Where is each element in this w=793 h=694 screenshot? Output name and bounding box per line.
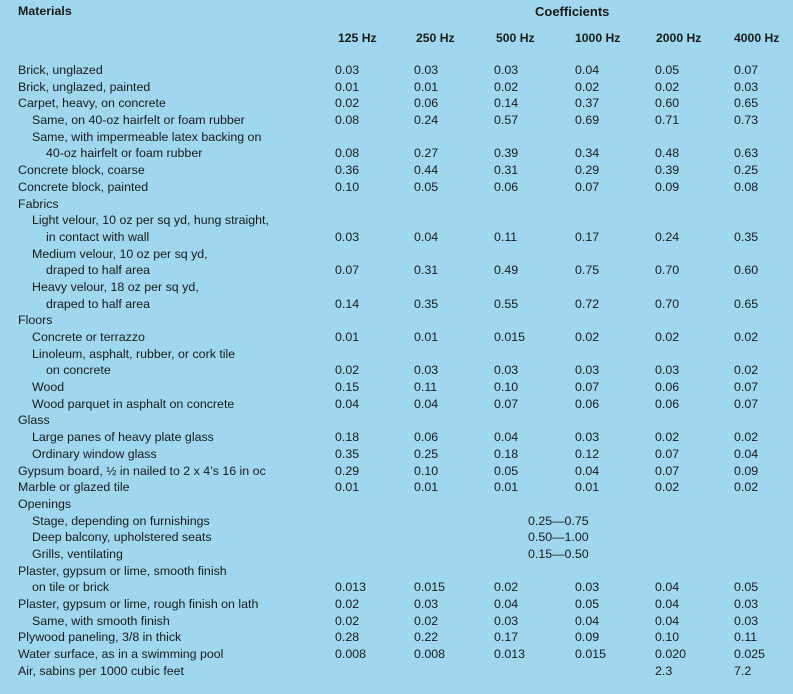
coefficient-cell: 0.008: [335, 647, 367, 662]
coefficient-cell: 0.03: [335, 229, 360, 244]
table-row: [0, 145, 793, 162]
coefficient-cell: 0.01: [335, 330, 360, 344]
material-label: Plaster, gypsum or lime, smooth finish: [18, 563, 227, 578]
coefficient-cell: 0.02: [575, 330, 600, 344]
table-row: [0, 463, 793, 480]
material-label: Carpet, heavy, on concrete: [18, 96, 166, 111]
coefficient-range: 0.50—1.00: [528, 530, 589, 545]
coefficient-cell: 0.02: [575, 79, 600, 94]
table-row: [0, 663, 793, 680]
coefficient-cell: 0.02: [734, 363, 759, 378]
coefficient-cell: 0.34: [575, 146, 600, 161]
coefficient-cell: 0.01: [575, 480, 600, 495]
coefficient-cell: 0.06: [575, 396, 600, 411]
freq-250-header: 250 Hz: [416, 31, 455, 45]
freq-500-header: 500 Hz: [496, 31, 535, 45]
coefficient-cell: 0.25: [734, 163, 759, 178]
coefficient-cell: 0.04: [494, 597, 519, 611]
material-label: Light velour, 10 oz per sq yd, hung straight,: [32, 213, 269, 228]
coefficient-cell: 0.22: [414, 630, 439, 645]
coefficient-cell: 0.02: [335, 597, 360, 611]
table-row: [0, 596, 793, 613]
coefficient-cell: 0.09: [575, 630, 600, 645]
table-row: [0, 179, 793, 196]
coefficient-cell: 0.39: [494, 146, 519, 161]
coefficient-cell: 0.60: [655, 96, 680, 111]
coefficient-cell: 0.07: [575, 380, 600, 395]
coefficient-cell: 0.73: [734, 113, 759, 128]
coefficient-cell: 0.07: [734, 380, 759, 395]
table-row: [0, 95, 793, 112]
coefficient-cell: 0.63: [734, 146, 759, 161]
coefficient-cell: 0.02: [734, 480, 759, 495]
table-row: [0, 496, 793, 513]
material-label: on concrete: [46, 363, 111, 378]
materials-header: Materials: [18, 4, 72, 18]
material-label: Medium velour, 10 oz per sq yd,: [32, 246, 208, 261]
coefficient-cell: 0.02: [335, 363, 360, 378]
coefficient-cell: 0.35: [734, 229, 759, 244]
material-label: draped to half area: [46, 263, 151, 278]
material-label: Openings: [18, 496, 72, 511]
coefficient-cell: 0.06: [494, 179, 519, 194]
material-label: Water surface, as in a swimming pool: [18, 647, 224, 662]
coefficient-cell: 0.37: [575, 96, 600, 111]
material-label: Stage, depending on furnishings: [32, 513, 210, 528]
material-label: 40-oz hairfelt or foam rubber: [46, 146, 203, 161]
coefficient-cell: 0.03: [494, 63, 519, 77]
table-row: [0, 446, 793, 463]
coefficient-cell: 0.04: [575, 613, 600, 628]
coefficient-cell: 0.07: [575, 179, 600, 194]
material-label: Large panes of heavy plate glass: [32, 430, 214, 445]
coefficient-cell: 0.18: [494, 446, 519, 461]
table-row: [0, 79, 793, 96]
coefficients-header: Coefficients: [535, 4, 610, 19]
table-row: [0, 196, 793, 213]
material-label: Glass: [18, 413, 50, 428]
table-row: [0, 229, 793, 246]
coefficient-cell: 0.03: [335, 63, 360, 77]
material-label: Concrete block, painted: [18, 179, 149, 194]
table-row: [0, 479, 793, 496]
coefficient-cell: 0.04: [575, 63, 600, 77]
coefficient-cell: 0.06: [414, 430, 439, 445]
material-label: Brick, unglazed, painted: [18, 79, 151, 94]
freq-2000-header: 2000 Hz: [656, 31, 702, 45]
material-label: Air, sabins per 1000 cubic feet: [18, 663, 184, 678]
table-row: [0, 112, 793, 129]
coefficient-cell: 0.03: [575, 580, 600, 595]
coefficient-cell: 0.07: [734, 396, 759, 411]
table-row: [0, 563, 793, 580]
coefficient-cell: 0.10: [414, 463, 439, 478]
coefficient-cell: 0.17: [494, 630, 519, 645]
table-row: [0, 613, 793, 630]
table-row: [0, 629, 793, 646]
material-label: Wood: [32, 380, 65, 395]
coefficient-cell: 0.39: [655, 163, 680, 178]
coefficient-cell: 0.008: [414, 647, 446, 662]
material-label: Floors: [18, 313, 53, 328]
coefficient-cell: 0.65: [734, 96, 759, 111]
coefficient-cell: 0.04: [734, 446, 759, 461]
coefficient-cell: 0.03: [414, 597, 439, 611]
coefficient-cell: 0.015: [414, 580, 446, 595]
coefficient-cell: 0.03: [734, 597, 759, 611]
material-label: Same, on 40-oz hairfelt or foam rubber: [32, 113, 245, 128]
coefficient-cell: 0.49: [494, 263, 519, 278]
coefficient-cell: 0.01: [335, 79, 360, 94]
material-label: Grills, ventilating: [32, 546, 123, 561]
coefficient-cell: 0.71: [655, 113, 680, 128]
table-row: [0, 312, 793, 329]
coefficient-cell: 0.02: [655, 330, 680, 344]
table-row: [0, 379, 793, 396]
coefficient-cell: 0.03: [734, 613, 759, 628]
coefficient-cell: 0.013: [494, 647, 526, 662]
material-label: Gypsum board, ½ in nailed to 2 x 4’s 16 in oc: [18, 463, 266, 478]
material-label: Concrete or terrazzo: [32, 330, 145, 344]
coefficient-cell: 0.01: [414, 330, 439, 344]
coefficient-cell: 0.03: [414, 363, 439, 378]
coefficient-cell: 0.03: [655, 363, 680, 378]
table-row: [0, 579, 793, 596]
table-row: [0, 529, 793, 546]
freq-125-header: 125 Hz: [338, 31, 377, 45]
table-row: [0, 646, 793, 663]
coefficient-cell: 0.55: [494, 296, 519, 311]
coefficient-cell: 0.10: [655, 630, 680, 645]
coefficient-cell: 0.15: [335, 380, 360, 395]
coefficient-cell: 0.11: [734, 630, 758, 645]
coefficient-cell: 0.04: [335, 396, 360, 411]
coefficient-cell: 0.03: [734, 79, 759, 94]
coefficient-range: 0.25—0.75: [528, 513, 589, 528]
coefficient-cell: 0.69: [575, 113, 600, 128]
coefficient-cell: 0.27: [414, 146, 439, 161]
table-row: [0, 212, 793, 229]
coefficient-cell: 0.02: [734, 330, 759, 344]
material-label: Wood parquet in asphalt on concrete: [32, 396, 235, 411]
coefficient-cell: 0.06: [414, 96, 439, 111]
coefficient-cell: 0.10: [335, 179, 360, 194]
coefficient-cell: 0.11: [414, 380, 438, 395]
table-body: [0, 62, 793, 679]
material-label: Ordinary window glass: [32, 446, 157, 461]
coefficient-cell: 0.14: [494, 96, 519, 111]
coefficient-cell: 0.01: [414, 480, 439, 495]
material-label: Marble or glazed tile: [18, 480, 130, 495]
coefficient-cell: 0.04: [655, 580, 680, 595]
material-label: Deep balcony, upholstered seats: [32, 530, 212, 545]
coefficient-cell: 0.06: [655, 380, 680, 395]
coefficient-cell: 0.75: [575, 263, 600, 278]
coefficient-cell: 0.05: [734, 580, 759, 595]
coefficient-cell: 0.35: [335, 446, 360, 461]
coefficient-cell: 0.04: [414, 229, 439, 244]
coefficient-cell: 0.06: [655, 396, 680, 411]
coefficient-cell: 0.72: [575, 296, 600, 311]
coefficient-cell: 0.44: [414, 163, 439, 178]
coefficient-cell: 0.02: [655, 480, 680, 495]
coefficient-cell: 0.013: [335, 580, 367, 595]
coefficient-cell: 0.03: [575, 363, 600, 378]
coefficient-cell: 0.24: [414, 113, 439, 128]
coefficient-cell: 0.015: [494, 330, 526, 344]
coefficient-cell: 0.05: [655, 63, 680, 77]
coefficient-cell: 0.09: [655, 179, 680, 194]
material-label: Same, with smooth finish: [32, 613, 170, 628]
coefficient-cell: 0.01: [414, 79, 439, 94]
material-label: Same, with impermeable latex backing on: [32, 129, 262, 144]
coefficient-cell: 0.05: [494, 463, 519, 478]
coefficient-cell: 0.020: [655, 647, 687, 662]
coefficient-cell: 0.01: [335, 480, 360, 495]
coefficient-cell: 0.70: [655, 296, 680, 311]
coefficient-cell: 0.03: [575, 430, 600, 445]
coefficient-cell: 0.24: [655, 229, 680, 244]
coefficient-cell: 0.11: [494, 229, 518, 244]
coefficient-cell: 0.28: [335, 630, 360, 645]
table-row: [0, 429, 793, 446]
table-row: [0, 412, 793, 429]
coefficient-cell: 2.3: [655, 663, 673, 678]
coefficient-cell: 0.65: [734, 296, 759, 311]
coefficient-cell: 0.07: [655, 463, 680, 478]
material-label: draped to half area: [46, 296, 151, 311]
table-row: [0, 546, 793, 563]
coefficient-cell: 0.08: [335, 113, 360, 128]
coefficient-cell: 0.04: [575, 463, 600, 478]
coefficient-cell: 0.48: [655, 146, 680, 161]
freq-1000-header: 1000 Hz: [575, 31, 621, 45]
coefficient-cell: 0.03: [494, 613, 519, 628]
coefficient-cell: 0.09: [734, 463, 759, 478]
table-row: [0, 362, 793, 379]
material-label: Plywood paneling, 3/8 in thick: [18, 630, 182, 645]
material-label: in contact with wall: [46, 229, 150, 244]
coefficient-cell: 0.07: [494, 396, 519, 411]
coefficient-cell: 0.08: [335, 146, 360, 161]
coefficient-cell: 0.04: [655, 613, 680, 628]
coefficient-cell: 0.35: [414, 296, 439, 311]
material-label: Concrete block, coarse: [18, 163, 145, 178]
freq-4000-header: 4000 Hz: [734, 31, 780, 45]
coefficient-cell: 0.05: [414, 179, 439, 194]
coefficient-cell: 0.07: [655, 446, 680, 461]
coefficient-cell: 0.36: [335, 163, 360, 178]
coefficient-cell: 0.02: [655, 79, 680, 94]
coefficient-cell: 0.17: [575, 229, 600, 244]
table-row: [0, 513, 793, 530]
material-label: Heavy velour, 18 oz per sq yd,: [32, 279, 199, 294]
coefficient-cell: 0.04: [414, 396, 439, 411]
coefficient-cell: 0.07: [335, 263, 360, 278]
coefficient-cell: 0.03: [494, 363, 519, 378]
coefficient-cell: 0.29: [335, 463, 360, 478]
coefficient-cell: 0.12: [575, 446, 600, 461]
coefficient-cell: 0.03: [414, 63, 439, 77]
coefficient-cell: 0.60: [734, 263, 759, 278]
coefficient-cell: 0.25: [414, 446, 439, 461]
table-row: [0, 396, 793, 413]
coefficient-cell: 0.08: [734, 179, 759, 194]
material-label: Brick, unglazed: [18, 63, 103, 77]
coefficient-cell: 0.02: [335, 613, 360, 628]
table-row: [0, 62, 793, 79]
coefficient-cell: 0.70: [655, 263, 680, 278]
table-row: [0, 162, 793, 179]
coefficient-range: 0.15—0.50: [528, 546, 589, 561]
coefficient-cell: 0.57: [494, 113, 519, 128]
table-row: [0, 279, 793, 296]
coefficient-cell: 0.02: [335, 96, 360, 111]
coefficient-cell: 0.02: [494, 79, 519, 94]
coefficient-cell: 7.2: [734, 663, 752, 678]
coefficient-cell: 0.02: [734, 430, 759, 445]
coefficient-cell: 0.05: [575, 597, 600, 611]
table-row: [0, 246, 793, 263]
material-label: Fabrics: [18, 196, 59, 211]
coefficient-cell: 0.14: [335, 296, 360, 311]
coefficient-cell: 0.02: [414, 613, 439, 628]
table-row: [0, 329, 793, 346]
coefficient-cell: 0.02: [655, 430, 680, 445]
coefficient-cell: 0.01: [494, 480, 519, 495]
coefficient-cell: 0.10: [494, 380, 519, 395]
coefficient-cell: 0.31: [414, 263, 439, 278]
coefficient-cell: 0.025: [734, 647, 766, 662]
material-label: Plaster, gypsum or lime, rough finish on lath: [18, 597, 259, 611]
material-label: on tile or brick: [32, 580, 110, 595]
coefficient-cell: 0.07: [734, 63, 759, 77]
frequency-header-row: [0, 31, 793, 47]
coefficient-cell: 0.04: [655, 597, 680, 611]
coefficient-cell: 0.015: [575, 647, 607, 662]
table-row: [0, 262, 793, 279]
coefficient-cell: 0.04: [494, 430, 519, 445]
table-row: [0, 129, 793, 146]
coefficient-cell: 0.29: [575, 163, 600, 178]
table-row: [0, 346, 793, 363]
coefficient-cell: 0.02: [494, 580, 519, 595]
material-label: Linoleum, asphalt, rubber, or cork tile: [32, 346, 236, 361]
coefficient-cell: 0.18: [335, 430, 360, 445]
coefficient-cell: 0.31: [494, 163, 519, 178]
table-row: [0, 296, 793, 313]
